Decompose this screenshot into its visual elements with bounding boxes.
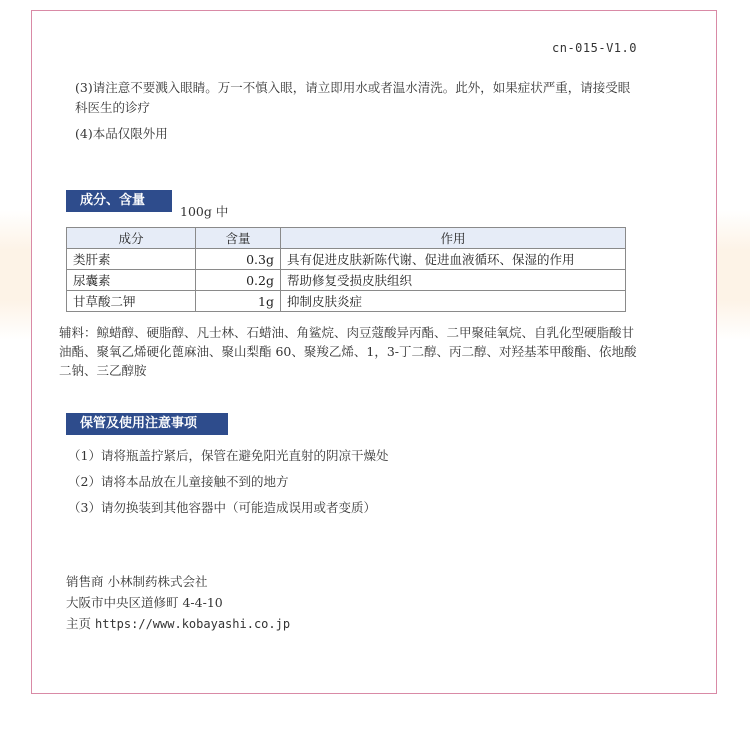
ingredient-name: 尿囊素: [67, 270, 196, 291]
ingredient-name: 甘草酸二钾: [67, 291, 196, 312]
ingredients-table: [66, 227, 626, 312]
document-code: cn-015-V1.0: [552, 41, 637, 55]
list-item: （1）请将瓶盖拧紧后，保管在避免阳光直射的阴凉干燥处: [68, 448, 389, 463]
homepage-label: 主页: [66, 616, 92, 631]
auxiliary-ingredients: 辅料：鲸蜡醇、硬脂醇、凡士林、石蜡油、角鲨烷、肉豆蔻酸异丙酯、二甲聚硅氧烷、自乳化型硬脂酸甘油酯、聚氧乙烯硬化蓖麻油、聚山梨酯 60、聚羧乙烯、1，3-丁二醇、丙二醇、对羟基苯甲酸酯、依地酸二钠、三乙醇胺: [59, 325, 637, 378]
ingredient-amount: 0.3g: [196, 249, 281, 270]
ingredient-effect: 帮助修复受损皮肤组织: [281, 270, 626, 291]
ingredient-amount: 1g: [196, 291, 281, 312]
ingredients-unit: 100g 中: [180, 204, 229, 219]
eye-caution-note: (3)请注意不要溅入眼睛。万一不慎入眼，请立即用水或者温水清洗。此外，如果症状严重，请接受眼科医生的诊疗: [75, 80, 631, 115]
external-use-note: (4)本品仅限外用: [75, 126, 168, 141]
seller-line: 销售商 小林制药株式会社: [66, 574, 208, 589]
storage-section-header: 保管及使用注意事项: [66, 413, 228, 435]
ingredient-effect: 具有促进皮肤新陈代谢、促进血液循环、保湿的作用: [281, 249, 626, 270]
table-row: [67, 291, 626, 312]
ingredients-section-header: 成分、含量: [66, 190, 172, 212]
ingredient-effect: 抑制皮肤炎症: [281, 291, 626, 312]
ingredient-name: 类肝素: [67, 249, 196, 270]
table-row: [67, 270, 626, 291]
storage-list: [68, 443, 388, 521]
table-header-row: [67, 228, 626, 249]
header-amount: 含量: [196, 228, 281, 249]
list-item: （2）请将本品放在儿童接触不到的地方: [68, 474, 289, 489]
homepage-line: [66, 613, 290, 634]
address-line: [66, 592, 290, 613]
ingredient-amount: 0.2g: [196, 270, 281, 291]
footer: [66, 571, 290, 634]
header-ingredient: 成分: [67, 228, 196, 249]
homepage-link[interactable]: https://www.kobayashi.co.jp: [95, 617, 291, 631]
table-row: [67, 249, 626, 270]
address-text: 大阪市中央区道修町 4-4-10: [66, 595, 223, 610]
header-effect: 作用: [281, 228, 626, 249]
list-item: （3）请勿换装到其他容器中（可能造成误用或者变质）: [68, 500, 376, 515]
